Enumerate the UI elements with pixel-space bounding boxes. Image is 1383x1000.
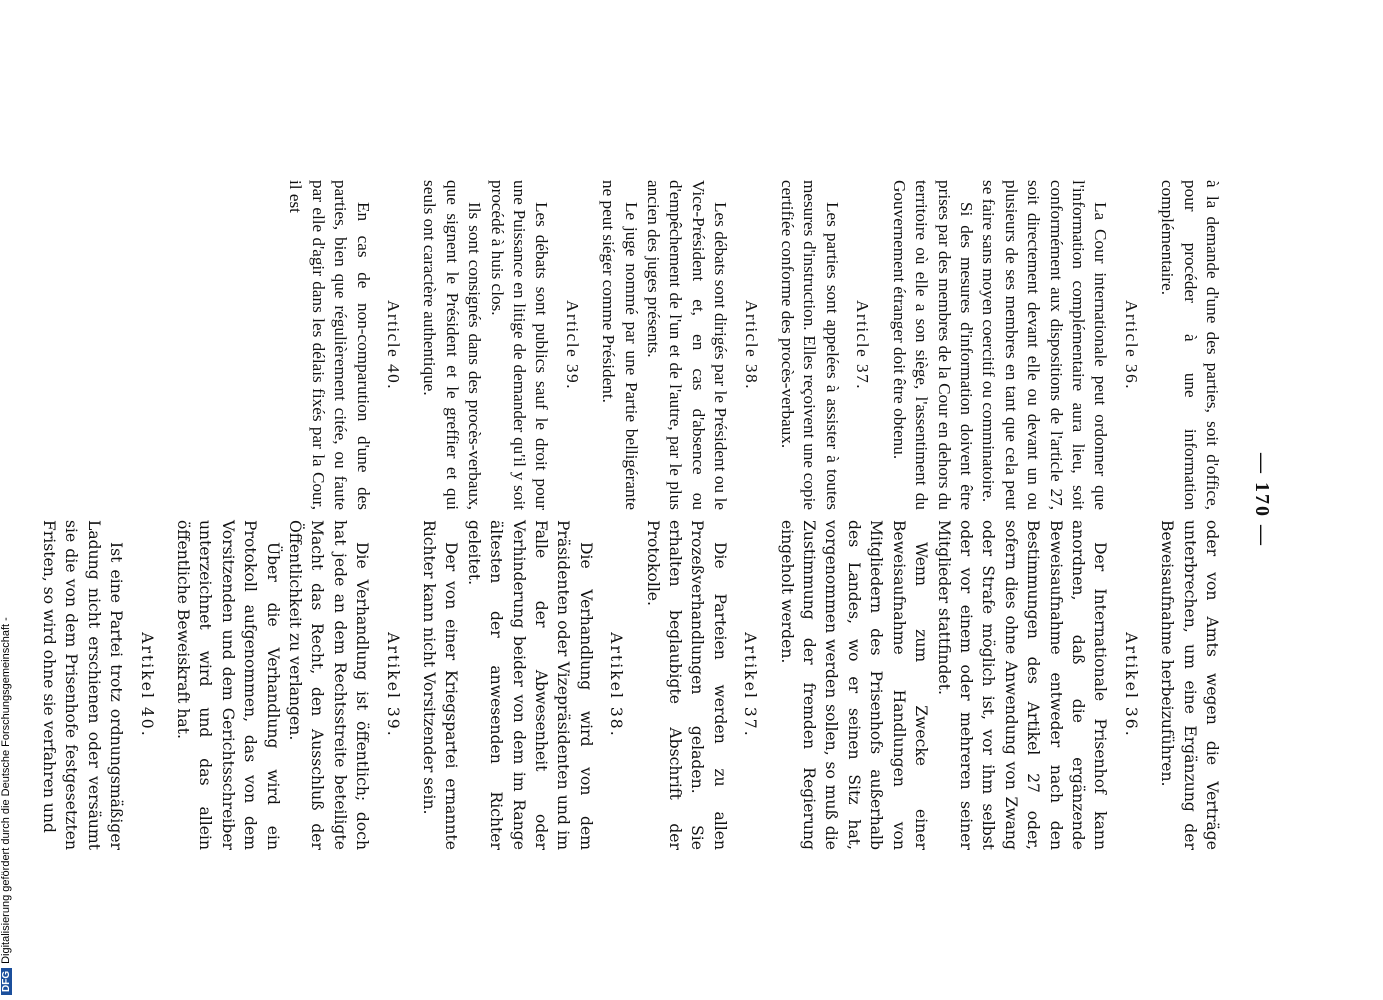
german-intro: oder von Amts wegen die Verträge unterbrechen, um eine Ergänzung der Beweisaufnahme herbeizuführen. [1158, 520, 1221, 850]
french-article-39-para-2: Ils sont consignés dans des procès-verbaux, que signent le Président et le greffier et qui seuls ont caractère authentique. [420, 180, 485, 510]
french-article-38-title: Article 38. [741, 299, 761, 390]
german-article-40-para-1: Ist eine Partei trotz ordnungsmäßiger Ladung nicht erschienen oder versäumt sie die von dem Prisenhofe festgesetzten Fristen, so wird ohne sie verfahren und [39, 520, 126, 850]
german-article-36-title: Artikel 36. [1121, 632, 1140, 738]
german-article-39-para-1: Die Verhandlung ist öffentlich; doch hat jede an dem Rechtsstreite beteiligte Macht das Recht, den Ausschluß der Öffentlichkeit zu verlangen. [285, 520, 372, 850]
digitization-stamp [0, 375, 18, 995]
page-number: — 170 — [1251, 453, 1273, 547]
french-article-36-title: Article 36. [1121, 299, 1141, 390]
german-article-36-para-1: Der Internationale Prisenhof kann anordnen, daß die ergänzende Beweisaufnahme entweder nach den Bestimmungen des Artikel 27 oder, sofern dies ohne Anwendung von Zwang oder Strafe möglich ist, vor ihm selbst oder vor einem oder mehreren seiner Mitglieder stattfindet. [934, 520, 1110, 850]
french-article-40-title: Article 40. [384, 299, 403, 390]
french-article-38-para-2: Le juge nommé par une Partie belligérante ne peut siéger comme Président. [599, 180, 641, 510]
french-article-40-para-1: En cas de non-comparution d'une des parties, bien que régulièrement citée, ou faute par elle d'agir dans les délais fixés par la Cour, il est [286, 180, 373, 510]
german-article-39-title: Artikel 39. [383, 632, 402, 738]
german-article-38-title: Artikel 38. [607, 632, 626, 738]
german-article-37-para-1: Die Parteien werden zu allen Prozeßverhandlungen geladen. Sie erhalten beglaubigte Abschrift der Protokolle. [643, 520, 729, 850]
french-article-39-para-1: Les débats sont publics sauf le droit pour une Puissance en litige de demander qu'il y soit procédé à huis clos. [487, 180, 552, 510]
french-article-38-para-1: Les débats sont dirigés par le Président ou le Vice-Président et, en cas d'absence ou d'empêchement de l'un et de l'autre, par le plus ancien des juges présents. [644, 180, 731, 510]
german-article-38-para-1: Die Verhandlung wird von dem Präsidenten oder Vizepräsidenten und im Falle der Abwesenheit oder Verhinderung beider von dem im Range ältesten der anwesenden Richter geleitet. [464, 520, 595, 850]
french-column [284, 180, 1223, 510]
french-article-37-para-1: Les parties sont appelées à assister à toutes mesures d'instruction. Elles reçoivent une copie certifiée conforme des procès-verbaux. [778, 180, 842, 510]
french-intro: à la demande d'une des parties, soit d'office, pour procéder à une information complémentaire. [1158, 180, 1222, 510]
french-article-37-title: Article 37. [853, 299, 873, 390]
digitization-stamp-text: Digitalisierung gefördert durch die Deutsche Forschungsgemeinschaft - [0, 617, 12, 964]
german-article-39-para-2: Über die Verhandlung wird ein Protokoll aufgenommen, das von dem Vorsitzenden und dem Gerichtsschreiber unterzeichnet wird und das allein öffentliche Beweiskraft hat. [173, 520, 282, 850]
german-article-40-title: Artikel 40. [137, 632, 156, 738]
german-article-38-para-2: Der von einer Kriegspartei ernannte Richter kann nicht Vorsitzender sein. [420, 520, 461, 850]
french-article-36-para-1: La Cour internationale peut ordonner que l'information complémentaire aura lieu, soit conformément aux dispositions de l'article 27, soit directement devant elle ou devant un ou plusieurs de ses membres en tant que cela peut se faire sans moyen coercitif ou comminatoire. [979, 180, 1111, 510]
dfg-logo: DFG [1, 968, 12, 995]
french-article-36-para-2: Si des mesures d'information doivent être prises par des membres de la Cour en dehors du territoire où elle a son siège, l'assentiment du Gouvernement étranger doit être obtenu. [889, 180, 976, 510]
german-article-36-para-2: Wenn zum Zwecke einer Beweisaufnahme Handlungen von Mitgliedern des Prisenhofs außerhalb des Landes, wo er seinen Sitz hat, vorgenommen werden sollen, so muß die Zustimmung der fremden Regierung eingeholt werden. [777, 520, 931, 850]
german-column [38, 520, 1224, 850]
french-article-39-title: Article 39. [562, 299, 582, 390]
german-article-37-title: Artikel 37. [741, 632, 760, 738]
